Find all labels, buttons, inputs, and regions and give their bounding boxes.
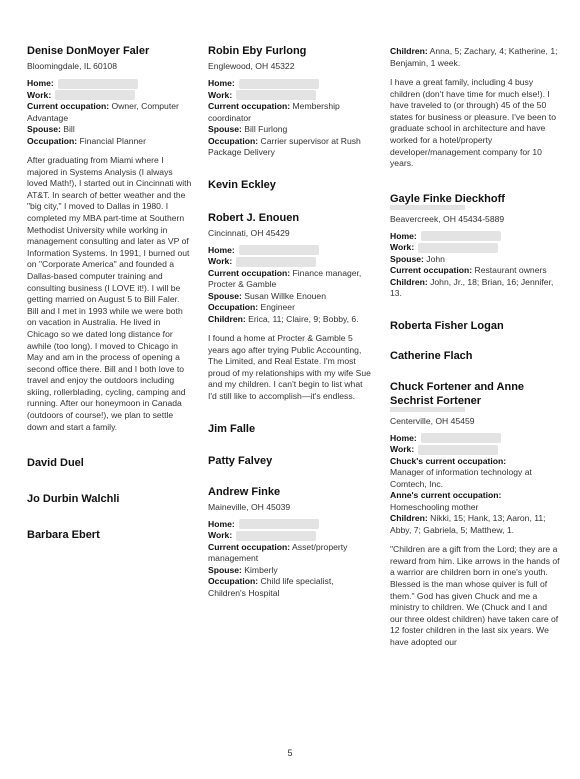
home-label: Home: bbox=[208, 78, 235, 88]
spouse-occupation-line bbox=[208, 136, 373, 159]
home-label: Home: bbox=[27, 78, 54, 88]
redacted-phone bbox=[236, 531, 316, 541]
work-line bbox=[390, 242, 560, 254]
work-line bbox=[208, 90, 373, 102]
spouse-occupation-value: Carrier supervisor at Rush Package Delivery bbox=[208, 135, 361, 157]
redacted-phone bbox=[239, 79, 319, 89]
spouse-line bbox=[208, 291, 373, 303]
occupation-value: Restaurant owners bbox=[472, 265, 547, 276]
name-only-entry: Catherine Flach bbox=[390, 349, 473, 362]
occupation-label: Current occupation: bbox=[390, 265, 473, 276]
spouse-label: Spouse: bbox=[208, 124, 242, 134]
occupation-line bbox=[208, 268, 373, 291]
occupation-line bbox=[208, 101, 373, 124]
redacted-phone bbox=[58, 79, 138, 89]
entry-name: Robert J. Enouen bbox=[208, 211, 300, 224]
spouse-label: Spouse: bbox=[208, 290, 242, 301]
children-label: Children: bbox=[390, 46, 428, 56]
occupation-value: Finance manager, Procter & Gamble bbox=[208, 267, 362, 289]
column-2 bbox=[208, 40, 373, 619]
spouse-occupation-label: Occupation: bbox=[27, 135, 78, 146]
spouse-value: Bill Furlong bbox=[241, 124, 288, 134]
occupation-label: Chuck's current occupation: bbox=[390, 455, 507, 466]
spouse-occupation-label: Occupation: bbox=[208, 302, 259, 312]
occupation-value: Asset/property management bbox=[208, 541, 348, 564]
spouse-label: Spouse: bbox=[208, 564, 242, 575]
spouse-occupation-value: Engineer bbox=[258, 302, 295, 312]
bio-paragraph: I have a great family, including 4 busy children (don't have time for much else!). I have traveled to (or through) 45 of the 50 states for business or pleasure. I've been to graduate school in architecture and have worked for a hotel/property developer/management company for 10 years. bbox=[390, 77, 556, 169]
children-line bbox=[208, 314, 373, 326]
occupation-value: Membership coordinator bbox=[208, 101, 340, 123]
spouse-occupation-label: Anne's current occupation: bbox=[390, 490, 502, 501]
entry-fortener bbox=[390, 380, 560, 649]
entry-robin-furlong bbox=[208, 44, 373, 159]
redacted-phone bbox=[421, 231, 501, 241]
redacted-phone bbox=[239, 519, 319, 529]
home-label: Home: bbox=[208, 244, 235, 255]
occupation-label: Current occupation: bbox=[208, 267, 291, 278]
entry-denise-faler bbox=[27, 44, 192, 433]
work-label: Work: bbox=[390, 242, 415, 253]
bio-paragraph: I found a home at Procter & Gamble 5 years ago after trying Public Accounting, The Limited, and Real Estate. I'm most proud of my relationships with my wife Sue and my children. I can't begin to list what I'd still like to accomplish—it's endless. bbox=[208, 333, 371, 401]
home-line bbox=[208, 78, 373, 90]
redacted-phone bbox=[421, 433, 501, 443]
entry-name: Robin Eby Furlong bbox=[208, 45, 307, 57]
home-label: Home: bbox=[390, 230, 417, 241]
spouse-occupation-label: Occupation: bbox=[208, 135, 259, 146]
children-line bbox=[390, 46, 560, 69]
children-label: Children: bbox=[390, 276, 428, 287]
name-only-entry: Barbara Ebert bbox=[27, 529, 100, 542]
column-1 bbox=[27, 40, 192, 541]
spouse-occupation-line bbox=[208, 302, 373, 314]
entry-continued bbox=[390, 46, 560, 170]
entry-name: Gayle Finke Dieckhoff bbox=[390, 192, 505, 205]
entry-name: Andrew Finke bbox=[208, 485, 281, 498]
spouse-occupation-value: Financial Planner bbox=[77, 135, 146, 146]
children-label: Children: bbox=[390, 513, 428, 524]
name-only-entry: David Duel bbox=[27, 457, 84, 470]
entry-location: Bloomingdale, IL 60108 bbox=[27, 61, 117, 71]
bio-paragraph: After graduating from Miami where I majored in Systems Analysis (I always loved Math!), I started out in Cincinnati with AT&T. In search of better weather and the "big city," I moved to Dallas in 1980. I completed my MBA part-time at Southern Methodist University while working in management consulting and later as VP of Information Systems. In 1991, I burned out on "Corporate America" and founded a Dallas-based computer training and consulting business (I LOVE it!). I will be getting married on August 5 to Bill Faler. Bill and I met in 1993 while we were both on vacation in Australia. He lived in Chicago so we dated long distance for awhile (too long). I moved to Chicago in May and am in the process of opening a second office there. Bill and I both love to travel and enjoy the outdoors including skiing, rollerblading, cycling, camping and running. After our honeymoon in Canada (outdoors of course!), we plan to settle down and start a family. bbox=[27, 155, 192, 432]
work-label: Work: bbox=[390, 444, 415, 455]
home-label: Home: bbox=[208, 518, 235, 529]
entry-name: Denise DonMoyer Faler bbox=[27, 45, 150, 57]
work-label: Work: bbox=[208, 530, 233, 541]
spouse-occupation-line bbox=[27, 136, 192, 148]
children-value: Anna, 5; Zachary, 4; Katherine, 1; Benjamin, 1 week. bbox=[390, 46, 558, 68]
bio-paragraph: "Children are a gift from the Lord; they are a reward from him. Like arrows in the hands of a warrior are children born in one's youth. Blessed is the man whose quiver is full of them." God has given Chuck and me a ministry to children. We (Chuck and I and our three oldest children) have taken care of 12 foster children in the last six years. We have adopted our bbox=[390, 544, 560, 647]
redacted-phone bbox=[55, 90, 135, 100]
children-value: Erica, 11; Claire, 9; Bobby, 6. bbox=[245, 313, 359, 324]
entry-location: Centerville, OH 45459 bbox=[390, 415, 475, 426]
name-only-entry: Jim Falle bbox=[208, 422, 256, 435]
spouse-occupation-value: Child life specialist, Children's Hospital bbox=[208, 576, 334, 598]
work-line bbox=[27, 90, 192, 102]
children-value: Nikki, 15; Hank, 13; Aaron, 11; Abby, 7; Gabriela, 5; Matthew, 1. bbox=[390, 513, 546, 535]
redacted-phone bbox=[236, 90, 316, 100]
entry-location: Englewood, OH 45322 bbox=[208, 61, 295, 71]
spouse-occupation-line bbox=[208, 576, 373, 599]
column-3 bbox=[390, 40, 560, 669]
work-label: Work: bbox=[208, 89, 233, 100]
work-line bbox=[208, 530, 373, 542]
redacted-phone bbox=[418, 445, 498, 455]
home-line bbox=[390, 433, 560, 445]
work-label: Work: bbox=[27, 89, 52, 100]
children-label: Children: bbox=[208, 313, 246, 324]
home-line bbox=[27, 78, 192, 90]
name-only-entry: Jo Durbin Walchli bbox=[27, 493, 120, 506]
spouse-line bbox=[27, 124, 192, 136]
page-number: 5 bbox=[287, 748, 293, 758]
entry-location: Maineville, OH 45039 bbox=[208, 501, 291, 512]
spouse-occupation-label: Occupation: bbox=[208, 576, 259, 587]
occupation-value: Owner, Computer Advantage bbox=[27, 101, 179, 123]
children-value: John, Jr., 18; Brian, 16; Jennifer, 13. bbox=[390, 276, 554, 299]
entry-gayle-dieckhoff bbox=[390, 192, 560, 300]
spouse-label: Spouse: bbox=[27, 124, 61, 134]
children-line bbox=[390, 513, 560, 536]
home-label: Home: bbox=[390, 432, 417, 443]
entry-location: Cincinnati, OH 45429 bbox=[208, 227, 290, 238]
home-line bbox=[208, 245, 373, 257]
redacted-phone bbox=[239, 245, 319, 255]
spouse-line bbox=[208, 124, 373, 136]
work-line bbox=[208, 256, 373, 268]
name-only-entry: Kevin Eckley bbox=[208, 178, 276, 191]
occupation-label: Current occupation: bbox=[208, 541, 291, 552]
occupation-label: Current occupation: bbox=[27, 101, 110, 111]
redacted-phone bbox=[236, 257, 316, 267]
occupation-label: Current occupation: bbox=[208, 101, 291, 111]
occupation-line bbox=[27, 101, 192, 124]
name-only-entry: Patty Falvey bbox=[208, 454, 273, 467]
home-line bbox=[208, 519, 373, 531]
entry-name: Chuck Fortener and Anne Sechrist Fortener bbox=[390, 380, 525, 407]
spouse-value: John bbox=[423, 253, 445, 264]
entry-location: Beavercreek, OH 45434-5889 bbox=[390, 213, 505, 224]
spouse-line bbox=[390, 254, 560, 266]
entry-andrew-finke bbox=[208, 485, 373, 600]
name-only-entry: Roberta Fisher Logan bbox=[390, 319, 504, 332]
spouse-label: Spouse: bbox=[390, 253, 424, 264]
occupation-line bbox=[390, 265, 560, 277]
spouse-value: Kimberly bbox=[241, 564, 278, 575]
work-line bbox=[390, 444, 560, 456]
spouse-line bbox=[208, 565, 373, 577]
occupation-value: Manager of information technology at Comtech, Inc. bbox=[390, 467, 532, 489]
children-line bbox=[390, 277, 560, 300]
home-line bbox=[390, 231, 560, 243]
occupation-line bbox=[208, 542, 373, 565]
spouse-value: Susan Willke Enouen bbox=[241, 290, 326, 301]
redacted-phone bbox=[418, 243, 498, 253]
spouse-occupation-value: Homeschooling mother bbox=[390, 501, 479, 512]
entry-robert-enouen bbox=[208, 211, 373, 403]
work-label: Work: bbox=[208, 256, 233, 266]
spouse-value: Bill bbox=[60, 124, 75, 134]
